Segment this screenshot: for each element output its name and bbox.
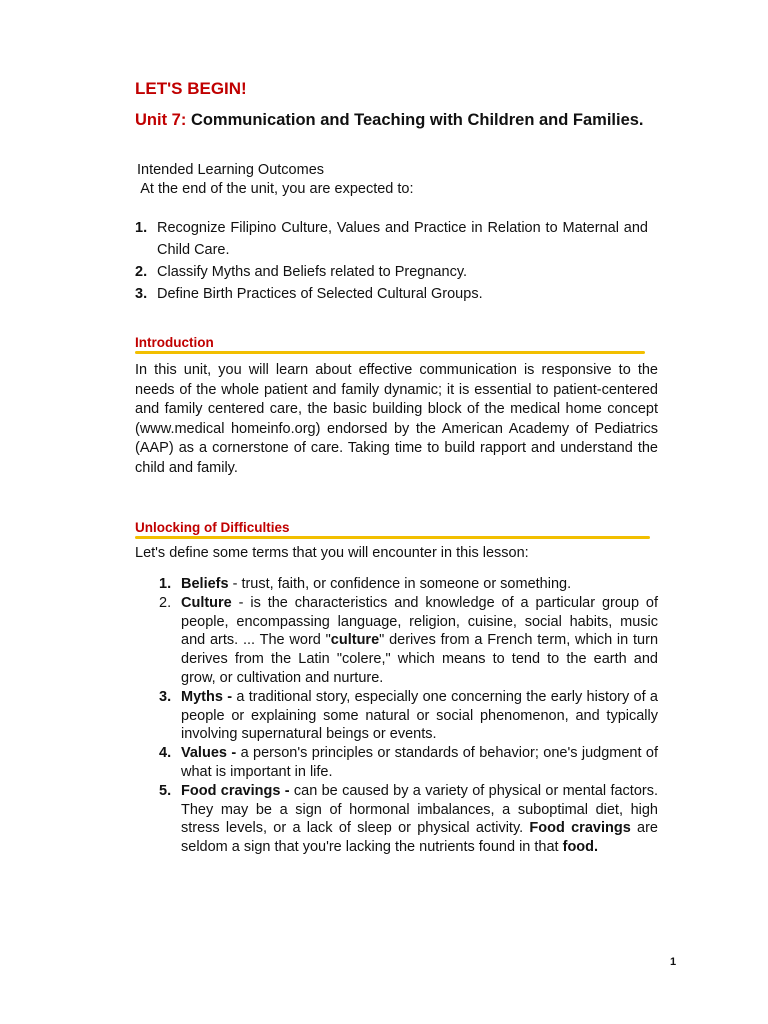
term-word: Food cravings - (181, 782, 290, 799)
unit-title (135, 110, 648, 131)
difficulties-heading: Unlocking of Difficulties (135, 520, 290, 535)
term-number: 5. (159, 782, 172, 799)
term-word: Myths - (181, 688, 233, 705)
introduction-body: In this unit, you will learn about effective communication is responsive to the needs of the whole patient and family dynamic; it is essential to patient-centered and family centered care, the basic building block of the medical home concept (www.medical homeinfo.org) endorsed by the American Academy of Pediatrics (AAP) as a cornerstone of care. Taking time to build rapport and understand the child and family. (135, 362, 658, 476)
difficulties-lead: Let's define some terms that you will encounter in this lesson: (135, 545, 529, 561)
term-definition: trust, faith, or confidence in someone or something. (241, 576, 572, 592)
introduction-divider (135, 351, 645, 354)
outcome-text: Define Birth Practices of Selected Cultural Groups. (157, 286, 483, 302)
introduction-heading: Introduction (135, 335, 214, 350)
page-number: 1 (670, 956, 677, 968)
outcomes-list (135, 217, 648, 305)
outcome-item (135, 283, 648, 305)
difficulties-divider (135, 536, 650, 539)
term-word: Beliefs (181, 576, 229, 592)
outcome-text: Recognize Filipino Culture, Values and Practice in Relation to Maternal and Child Care. (157, 220, 648, 258)
term-word: Values - (181, 745, 237, 762)
term-number: 4. (159, 745, 172, 762)
outcome-item (135, 217, 648, 261)
term-definition: is the characteristics and knowledge of a particular group of people, encompassing language, religion, cuisine, social habits, music and arts. ... The word " (181, 594, 659, 649)
term-number: 2. (159, 594, 172, 611)
outcomes-heading: Intended Learning Outcomes (137, 162, 325, 178)
term-item: 2. Culture - is the characteristics and knowledge of a particular group of people, encompassing language, religion, cuisine, social habits, music and arts. ... The word "culture" derives from a French term, which in turn derives from the Latin "colere," which means to tend to the earth and grow, or cultivation and nurture. (159, 594, 659, 686)
term-item (159, 744, 658, 782)
outcome-item (135, 261, 648, 283)
outcome-number: 2. (135, 264, 148, 280)
terms-list (159, 575, 658, 857)
term-item: 5. Food cravings - can be caused by a variety of physical or mental factors. They may be a sign of hormonal imbalances, a suboptimal diet, high stress levels, or a lack of sleep or physical activity. Food cravings are seldom a sign that you're lacking the nutrients found in that food. (159, 782, 658, 856)
outcomes-subheading: At the end of the unit, you are expected to: (140, 181, 414, 197)
term-word: Culture (181, 594, 232, 611)
outcome-number: 1. (135, 220, 148, 236)
term-item (159, 688, 658, 744)
term-number: 1. (159, 576, 172, 592)
term-definition: a traditional story, especially one concerning the early history of a people or explaining some natural or social phenomenon, and typically involving supernatural beings or events. (181, 688, 658, 743)
unit-title-text: Communication and Teaching with Children and Families. (190, 111, 644, 129)
term-definition: can be caused by a variety of physical or mental factors. They may be a sign of hormonal imbalances, a suboptimal diet, high stress levels, or a lack of sleep or physical activity. (181, 782, 658, 837)
term-item: 1. Beliefs - trust, faith, or confidence in someone or something. (159, 576, 572, 592)
lets-begin-heading: LET'S BEGIN! (135, 79, 247, 98)
outcome-number: 3. (135, 286, 148, 302)
outcome-text: Classify Myths and Beliefs related to Pregnancy. (157, 264, 468, 280)
term-definition: a person's principles or standards of behavior; one's judgment of what is important in life. (181, 745, 658, 780)
term-number: 3. (159, 688, 172, 705)
unit-label: Unit 7: (135, 111, 187, 129)
